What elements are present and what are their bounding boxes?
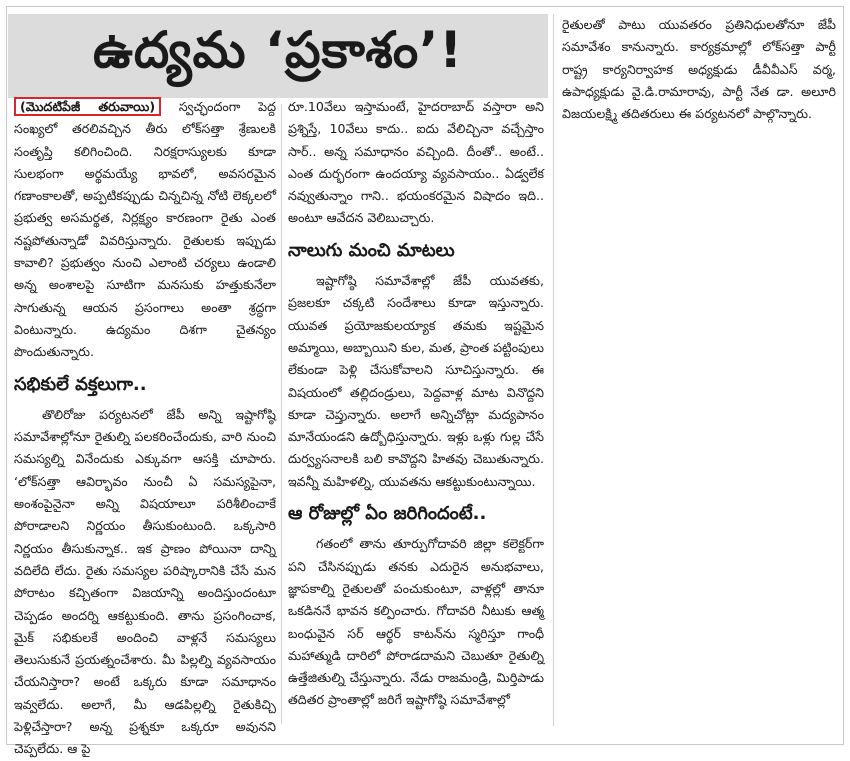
paragraph: గతంలో తాను తూర్పుగోదావరి జిల్లా కలెక్టర్‌గా పని చేసినప్పుడు తనకు ఎదురైన అనుభవాలు, జ్ఞాపకాల్ని రైతులతో పంచుకుంటూ, వాళ్లల్లో తానూ ఒకడిననే భావన కల్పించారు. గోదావరి నీటుకు ఆత్మ బంధువైన సర్ ఆర్థర్ కాటన్‌ను స్మరిస్తూ గాంధీ మహాత్ముడి దారిలో పోరాడదామని చెబుతూ రైతుల్ని ఉత్తేజితుల్ని చేస్తున్నారు. నేడు రాజమండ్రి, మిర్తిపాడు తదితర ప్రాంతాల్లో జరిగే ఇష్టాగోష్ఠి సమావేశాల్లో: [288, 536, 544, 708]
paragraph: [14, 96, 276, 364]
paragraph: రూ.10వేలు ఇస్తామంటే, హైదరాబాద్ వస్తారా అని ప్రశ్నిస్తే, 10వేలు కాదు.. ఐదు వేలిచ్చినా వచ్చేస్తాం సార్.. అన్న సమాధానం వచ్చింది. దీంతో.. అంటే.. ఎంత దుర్భరంగా ఉందయ్యా వ్యవసాయం.. ఏడ్వలేక నవ్వుతున్నాం గాని.. భయంకరమైన విషాదం ఇది.. అంటూ ఆవేదన వెలిబుచ్చారు.: [288, 99, 544, 226]
subheading: నాలుగు మంచి మాటలు: [288, 239, 455, 261]
headline-text: ఉద్యమ ‘ప్రకాశం’!: [92, 20, 464, 79]
paragraph: రైతులతో పాటు యువతరం ప్రతినిధులతోనూ జేపీ సమావేశం కానున్నారు. కార్యక్రమాల్లో లోక్‌సత్తా పార్టీ రాష్ట్ర కార్యనిర్వాహక అధ్యక్షుడు డీవీవీఎస్ వర్మ, ఉపాధ్యక్షుడు వై.డి.రామారావు, పార్టీ నేత డా. అలూరి విజయలక్ష్మి తదితరులు ఈ పర్యటనలో పాల్గొన్నారు.: [562, 17, 836, 122]
column-divider-right: [553, 14, 554, 726]
subheading: ఆ రోజుల్లో ఏం జరిగిందంటే..: [288, 503, 487, 525]
dateline-box: (మొదటిపేజీ తరువాయి): [14, 97, 161, 116]
article-column-2: [288, 96, 544, 712]
subheading: సభికులే వక్తలుగా..: [14, 373, 147, 395]
article-column-1: [14, 96, 276, 761]
article-column-3: [562, 14, 836, 125]
paragraph: ఇష్టాగోష్ఠి సమావేశాల్లో జేపీ యువతకు, ప్రజలకూ చక్కటి సందేశాలు కూడా ఇస్తున్నారు. యువత ప్రయోజకులయ్యాక తమకు ఇష్టమైన అమ్మాయి, అబ్బాయిని కుల, మత, ప్రాంత పట్టింపులు లేకుండా పెళ్లి చేసుకోవాలని సూచిస్తున్నారు. ఈ విషయంలో తల్లిదండ్రులు, పెద్దవాళ్ల మాట వినొద్దని కూడా చెప్తున్నారు. అలాగే అన్నిచోట్లా మద్యపానం మానేయండని ఉద్బోధిస్తున్నారు. ఇళ్లు ఒళ్లు గుల్ల చేసే దుర్వ్యసనాలకి బలి కావొద్దని హితవు చెబుతున్నారు. ఇవన్నీ మహిళల్ని, యువతను ఆకట్టుకుంటున్నాయి.: [288, 273, 544, 489]
column-divider-left: [281, 104, 282, 724]
headline-banner: [8, 14, 548, 98]
paragraph: తొలిరోజు పర్యటనలో జేపీ అన్ని ఇష్టాగోష్ఠి సమావేశాల్లోనూ రైతుల్ని పలకరించేందుకు, వారి నుంచి సమస్యల్ని వినేందుకు ఎక్కువగా ఆసక్తి చూపారు. ‘లోక్‌సత్తా ఆవిర్భావం నుంచీ ఏ సమస్యపైనా, అంశంపైనైనా అన్ని విషయాలూ పరిశీలించాకే పోరాడాలని నిర్ణయం తీసుకుంటుంది. ఒక్కసారి నిర్ణయం తీసుకున్నాక.. ఇక ప్రాణం పోయినా దాన్ని వదిలేది లేదు. రైతు సమస్యల పరిష్కారానికి చేసే మన పోరాటం కచ్చితంగా విజయాన్ని అందిస్తుందంటూ చెప్పడం అందర్ని ఆకట్టుకుంది. తాను ప్రసంగించాక, మైక్ సభికులకే అందించి వాళ్లనే సమస్యలు తెలుసుకునే ప్రయత్నంచేశారు. మీ పిల్లల్ని వ్యవసాయం చేయనిస్తారా? అంటే ఒక్కరు కూడా సమాధానం ఇవ్వలేదు. అలాగే, మీ ఆడపిల్లల్ని రైతుకిచ్చి పెళ్లిచేస్తారా? అన్న ప్రశ్నకూ ఒక్కరూ అవునని చెప్పలేదు. ఆ పై: [14, 406, 276, 757]
paragraph-text: స్వచ్ఛందంగా పెద్ద సంఖ్యలో తరలివచ్చిన తీరు లోక్‌సత్తా శ్రేణులకి సంతృప్తి కలిగించింది. నిరక్షరాస్యులకు కూడా సులభంగా అర్థమయ్యే భావలో, అవసరమైన గణాంకాలతో, అప్పటికప్పుడు చిన్నచిన్న నోటి లెక్కలలో ప్రభుత్వ అసమర్థత, నిర్లక్ష్యం కారణంగా రైతు ఎంత నష్టపోతున్నాడో వివరిస్తున్నారు. రైతులకు ఇప్పుడు కావాలి? ప్రభుత్వం నుంచి ఎలాంటి చర్యలు ఉండాలి అన్న అంశాలపై సూటిగా మనసుకు హత్తుకునేలా సాగుతున్న ఆయన ప్రసంగాలు అంతా శ్రద్ధగా వింటున్నారు. ఉద్యమం దిశగా చైతన్యం పొందుతున్నారు.: [14, 99, 276, 360]
